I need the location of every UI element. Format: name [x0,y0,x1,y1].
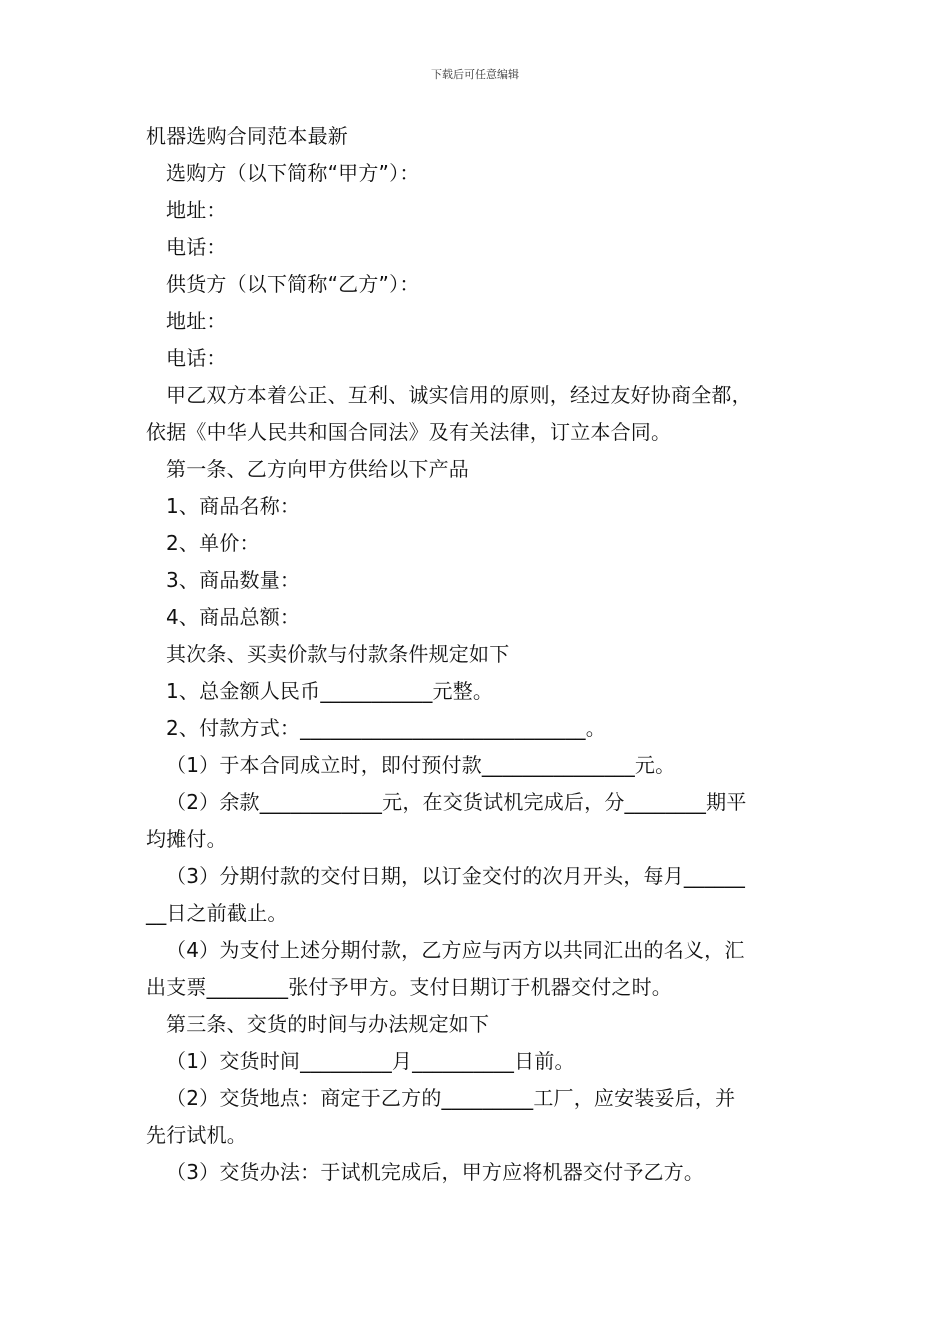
article-2-sub-3-line2: __日之前截止。 [146,901,288,925]
document-title: 机器选购合同范本最新 [146,124,348,148]
article-3-sub-3: （3）交货办法：于试机完成后，甲方应将机器交付予乙方。 [166,1160,705,1184]
article-3-heading: 第三条、交货的时间与办法规定如下 [166,1012,490,1036]
paragraph-supplier-address: 地址： [166,309,227,333]
header-note: 下载后可任意编辑 [431,68,519,81]
contract-document [146,118,816,1191]
article-2-sub-4-line1: （4）为支付上述分期付款，乙方应与丙方以共同汇出的名义，汇 [166,938,745,962]
article-2-sub-2-line1: （2）余款____________元，在交货试机完成后，分________期平 [166,790,747,814]
article-2-sub-1: （1）于本合同成立时，即付预付款_______________元。 [166,753,676,777]
article-1-item-1: 1、商品名称： [166,494,301,518]
paragraph-supplier: 供货方（以下简称“乙方”）： [166,272,420,296]
article-1-heading: 第一条、乙方向甲方供给以下产品 [166,457,469,481]
article-3-sub-2-line1: （2）交货地点：商定于乙方的_________工厂，应安装妥后，并 [166,1086,736,1110]
paragraph-preamble-line2: 依据《中华人民共和国合同法》及有关法律，订立本合同。 [146,420,672,444]
paragraph-supplier-phone: 电话： [166,346,227,370]
article-3-sub-2-line2: 先行试机。 [146,1123,247,1147]
article-1-item-4: 4、商品总额： [166,605,301,629]
article-2-heading: 其次条、买卖价款与付款条件规定如下 [166,642,510,666]
paragraph-buyer-address: 地址： [166,198,227,222]
paragraph-buyer: 选购方（以下简称“甲方”）： [166,161,420,185]
article-1-item-3: 3、商品数量： [166,568,301,592]
article-2-item-2: 2、付款方式：____________________________。 [166,716,606,740]
article-1-item-2: 2、单价： [166,531,260,555]
article-2-item-1: 1、总金额人民币___________元整。 [166,679,494,703]
article-2-sub-2-line2: 均摊付。 [146,827,227,851]
paragraph-preamble-line1: 甲乙双方本着公正、互利、诚实信用的原则，经过友好协商全都， [166,383,752,407]
article-3-sub-1: （1）交货时间_________月__________日前。 [166,1049,575,1073]
paragraph-buyer-phone: 电话： [166,235,227,259]
article-2-sub-4-line2: 出支票________张付予甲方。支付日期订于机器交付之时。 [146,975,672,999]
article-2-sub-3-line1: （3）分期付款的交付日期，以订金交付的次月开头，每月______ [166,864,746,888]
